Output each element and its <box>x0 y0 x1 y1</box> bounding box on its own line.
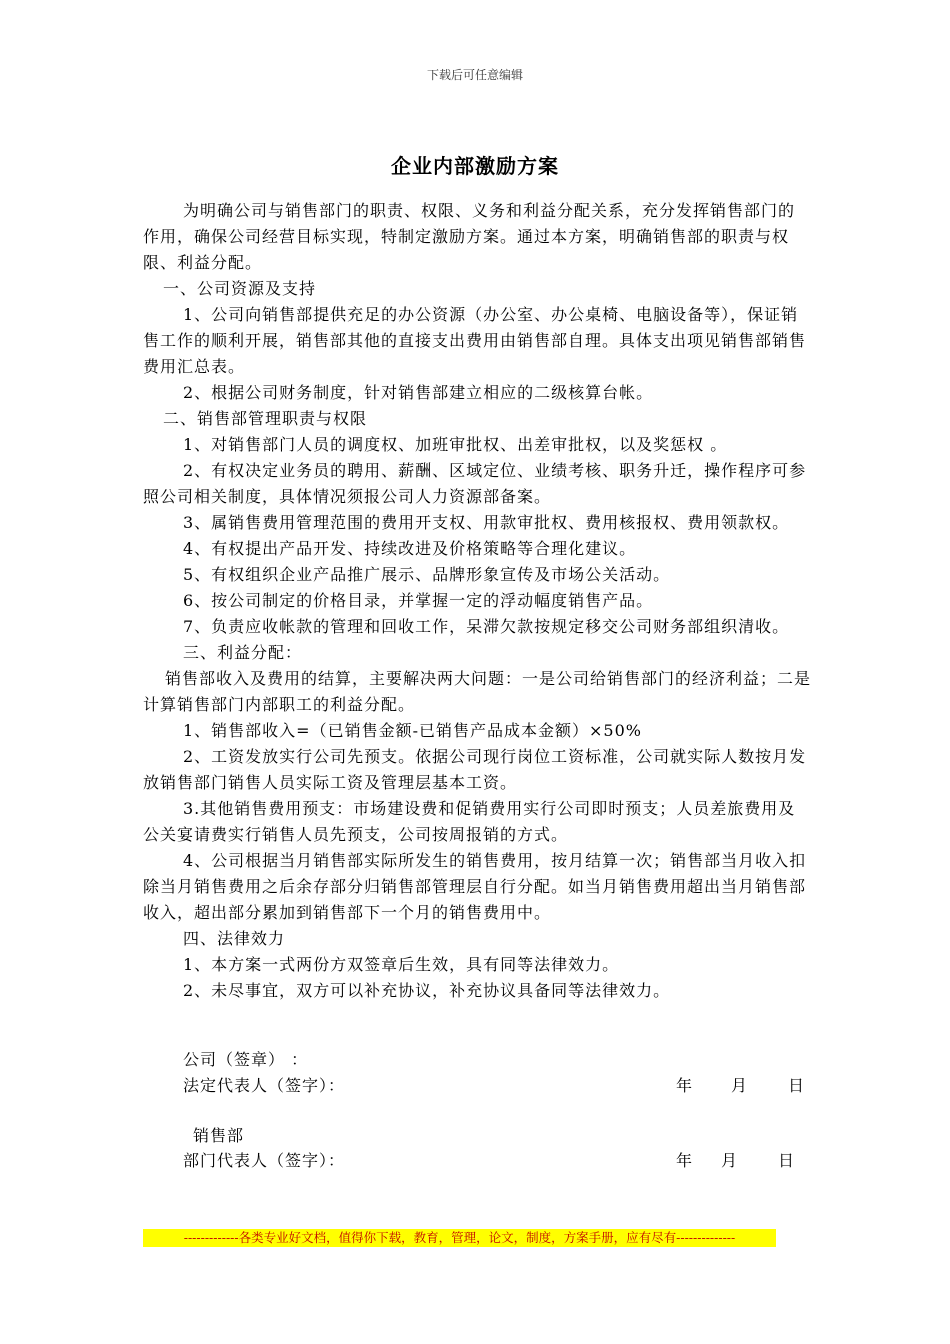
paragraph: 1、销售部收入=（已销售金额-已销售产品成本金额）×50% <box>183 721 642 740</box>
paragraph: 7、负责应收帐款的管理和回收工作，呆滞欠款按规定移交公司财务部组织清收。 <box>183 617 790 636</box>
paragraph: 4、公司根据当月销售部实际所发生的销售费用，按月结算一次；销售部当月收入扣除当月销售费用之后余存部分归销售部管理层自行分配。如当月销售费用超出当月销售部收入，超出部分累加到销售部下一个月的销售费用中。 <box>143 851 807 922</box>
header-note: 下载后可任意编辑 <box>426 68 523 82</box>
paragraph: 3.其他销售费用预支：市场建设费和促销费用实行公司即时预支；人员差旅费用及公关宴请费实行销售人员先预支，公司按周报销的方式。 <box>143 799 796 844</box>
signature-sales-dept <box>193 1123 813 1147</box>
document-body <box>143 198 811 1004</box>
paragraph: 6、按公司制定的价格目录，并掌握一定的浮动幅度销售产品。 <box>183 591 654 610</box>
paragraph: 4、有权提出产品开发、持续改进及价格策略等合理化建议。 <box>183 539 637 558</box>
dept-rep-label: 部门代表人（签字）： <box>183 1151 346 1170</box>
paragraph: 2、工资发放实行公司先预支。依据公司现行岗位工资标准，公司就实际人数按月发放销售部门销售人员实际工资及管理层基本工资。 <box>143 747 807 792</box>
footer-banner: -------------各类专业好文档，值得你下载，教育，管理，论文，制度，方案手册，应有尽有-------------- <box>143 1229 776 1247</box>
month-label: 月 <box>721 1151 739 1170</box>
paragraph: 1、公司向销售部提供充足的办公资源（办公室、办公桌椅、电脑设备等），保证销售工作的顺利开展，销售部其他的直接支出费用由销售部自理。具体支出项见销售部销售费用汇总表。 <box>143 305 807 376</box>
paragraph: 2、未尽事宜，双方可以补充协议，补充协议具备同等法律效力。 <box>183 981 671 1000</box>
signature-company <box>183 1047 803 1071</box>
paragraph: 1、本方案一式两份方双签章后生效，具有同等法律效力。 <box>183 955 620 974</box>
paragraph: 2、有权决定业务员的聘用、薪酬、区域定位、业绩考核、职务升迁，操作程序可参照公司相关制度，具体情况须报公司人力资源部备案。 <box>143 461 807 506</box>
document-title: 企业内部激励方案 <box>391 154 559 178</box>
paragraph: 2、根据公司财务制度，针对销售部建立相应的二级核算台帐。 <box>183 383 654 402</box>
signature-legal-rep <box>183 1073 806 1097</box>
intro-paragraph: 为明确公司与销售部门的职责、权限、义务和利益分配关系，充分发挥销售部门的作用，确保公司经营目标实现，特制定激励方案。通过本方案，明确销售部的职责与权限、利益分配。 <box>143 201 796 272</box>
year-label: 年 <box>676 1151 694 1170</box>
paragraph: 1、对销售部门人员的调度权、加班审批权、出差审批权，以及奖惩权 。 <box>183 435 728 454</box>
section-heading-duties: 二、销售部管理职责与权限 <box>163 409 368 428</box>
day-label: 日 <box>778 1151 796 1170</box>
month-label: 月 <box>731 1076 749 1095</box>
company-seal-label: 公司（签章） ： <box>183 1050 309 1069</box>
day-label: 日 <box>788 1076 806 1095</box>
paragraph: 5、有权组织企业产品推广展示、品牌形象宣传及市场公关活动。 <box>183 565 671 584</box>
section-heading-profit: 三、利益分配： <box>183 643 303 662</box>
paragraph: 3、属销售费用管理范围的费用开支权、用款审批权、费用核报权、费用领款权。 <box>183 513 790 532</box>
legal-rep-label: 法定代表人（签字）： <box>183 1076 346 1095</box>
sales-dept-label: 销售部 <box>193 1126 245 1145</box>
year-label: 年 <box>676 1076 694 1095</box>
paragraph: 销售部收入及费用的结算，主要解决两大问题：一是公司给销售部门的经济利益；二是计算销售部门内部职工的利益分配。 <box>143 669 812 714</box>
signature-dept-rep <box>183 1148 803 1172</box>
section-heading-legal: 四、法律效力 <box>183 929 286 948</box>
section-heading-resources: 一、公司资源及支持 <box>163 279 317 298</box>
